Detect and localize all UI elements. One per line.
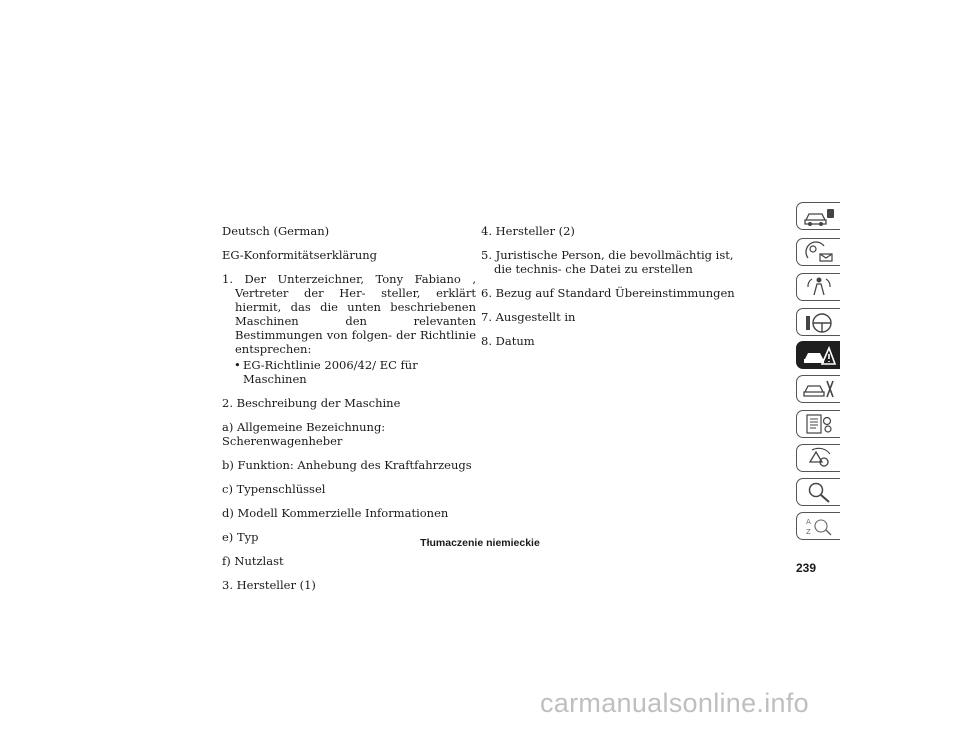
list-item-e: e) Typ (222, 530, 259, 544)
airbag-safety-icon (802, 275, 836, 299)
language-label: Deutsch (German) (222, 224, 330, 238)
bullet-icon: • (234, 358, 241, 372)
list-item-5: 5. Juristische Person, die bevollmächtig ist, die technis- che Datei zu erstellen (481, 248, 734, 276)
list-item-6: 6. Bezug auf Standard Übereinstimmungen (481, 286, 735, 300)
watermark-text[interactable]: carmanualsonline.info (540, 688, 809, 718)
list-item-1: 1. Der Unterzeichner, Tony Fabiano , Vertreter der Her- steller, erklärt hiermit, das die unten beschriebenen Maschinen den relevanten Bestimmungen von folgen- der Richtlinie entsprechen: (222, 272, 476, 356)
tab-car-service[interactable] (796, 375, 840, 403)
list-item-3: 3. Hersteller (1) (222, 578, 316, 592)
bullet-item (222, 358, 476, 386)
tab-airbag-safety[interactable] (796, 273, 840, 301)
list-item-8: 8. Datum (481, 334, 535, 348)
tab-car-info[interactable] (796, 202, 840, 230)
tab-search[interactable] (796, 478, 840, 506)
list-item-a: a) Allgemeine Bezeichnung: Scherenwagenheber (222, 420, 386, 448)
car-info-icon (802, 204, 836, 228)
specifications-list-icon (802, 412, 836, 436)
multimedia-icon (802, 446, 836, 470)
list-item-f: f) Nutzlast (222, 554, 284, 568)
list-item-7: 7. Ausgestellt in (481, 310, 576, 324)
list-item-c: c) Typenschlüssel (222, 482, 326, 496)
car-service-wrench-icon (802, 377, 836, 401)
right-column (481, 224, 741, 358)
section-heading: EG-Konformitätserklärung (222, 248, 378, 262)
tab-language-index[interactable] (796, 512, 840, 540)
list-item-4: 4. Hersteller (2) (481, 224, 575, 238)
list-item-d: d) Modell Kommerzielle Informationen (222, 506, 449, 520)
emergency-triangle-icon (802, 343, 836, 367)
tab-emergency[interactable] (796, 341, 840, 369)
list-item-2: 2. Beschreibung der Maschine (222, 396, 401, 410)
tab-dashboard-lights[interactable] (796, 238, 840, 266)
page-caption: Tłumaczenie niemieckie (420, 537, 540, 549)
bullet-text: EG-Richtlinie 2006/42/ EC für Maschinen (243, 358, 418, 386)
page-number: 239 (796, 561, 817, 575)
tab-specifications[interactable] (796, 410, 840, 438)
steering-wheel-icon (802, 310, 836, 334)
tab-steering-wheel[interactable] (796, 308, 840, 336)
svg-text:Z: Z (805, 528, 811, 536)
language-index-icon (802, 514, 836, 538)
search-magnifier-icon (802, 480, 836, 504)
dashboard-lights-icon (802, 240, 836, 264)
list-item-b: b) Funktion: Anhebung des Kraftfahrzeugs (222, 458, 472, 472)
svg-text:A: A (805, 518, 811, 526)
tab-multimedia[interactable] (796, 444, 840, 472)
